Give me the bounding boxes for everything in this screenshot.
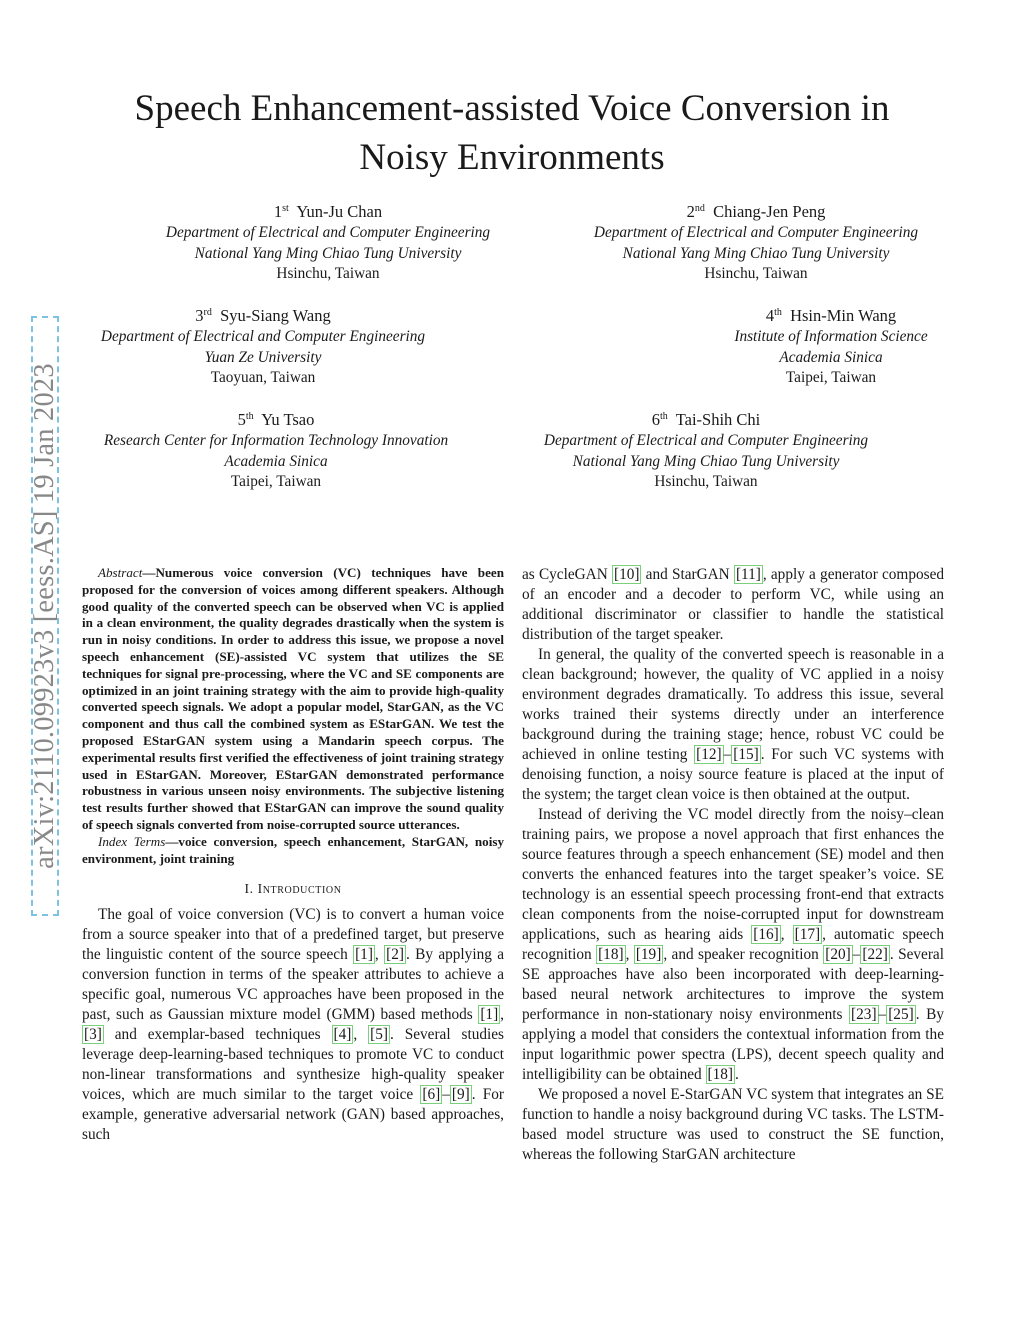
author-block-3	[68, 306, 458, 389]
author-name: 6th Tai-Shih Chi	[651, 410, 761, 429]
arxiv-id: arXiv:2110.09923v3 [eess.AS] 19 Jan 2023	[29, 363, 60, 869]
left-column	[82, 565, 504, 1145]
citation-link[interactable]: [18]	[707, 1066, 734, 1083]
citation-link[interactable]: [16]	[753, 926, 779, 943]
author-location: Taipei, Taiwan	[230, 473, 322, 491]
author-block-5	[68, 410, 484, 493]
citation-link[interactable]: [4]	[333, 1026, 352, 1044]
citation-link[interactable]: [9]	[451, 1086, 470, 1104]
author-block-4	[702, 306, 960, 389]
author-location: Hsinchu, Taiwan	[704, 265, 808, 283]
citation-link[interactable]: [2]	[386, 946, 404, 964]
author-block-1	[130, 202, 526, 285]
citation-link[interactable]: [17]	[794, 926, 821, 943]
author-department: Research Center for Information Technology Innovation	[103, 431, 449, 449]
citation-link[interactable]: [22]	[862, 946, 888, 963]
author-location: Taipei, Taiwan	[785, 369, 877, 387]
index-terms	[82, 834, 504, 868]
abstract-text: —Numerous voice conversion (VC) techniques have been proposed for the conversion of voices among different speakers. Although good quality of the converted speech can be observed when VC is applied in a clean environment, the quality degrades drastically when the system is run in noisy conditions. In order to address this issue, we propose a novel speech enhancement (SE)-assisted VC system that utilizes the SE techniques for signal pre-processing, where the VC and SE components are optimized in an joint training strategy with the aim to provide high-quality converted speech signals. We adopt a popular model, StarGAN, as the VC component and thus call the combined system as EStarGAN. We test the proposed EStarGAN system using a Mandarin speech corpus. The experimental results first verified the effectiveness of joint training strategy used in EStarGAN. Moreover, EStarGAN demonstrated performance robustness in various unseen noisy environments. The subjective listening test results further showed that EStarGAN can improve the sound quality of speech signals converted from noise-corrupted source utterances.	[82, 565, 504, 832]
title-line-1: Speech Enhancement-assisted Voice Conversion in	[134, 88, 890, 129]
paper-title	[60, 84, 964, 182]
intro-paragraph: The goal of voice conversion (VC) is to convert a human voice from a source speaker into that of a predefined target, but preserve the linguistic content of the source speech [1] , [2] . By applying a conversion function in terms of the speaker attributes to achieve a specific goal, numerous VC approaches have been proposed in the past, such as Gaussian mixture model (GMM) based methods [1] , [3] and exemplar-based techniques [4] , [5] . Several studies leverage deep-learning-based techniques to promote VC to conduct non-linear transformations and synthesize high-quality speaker voices, which are much similar to the target voice [6] – [9] . For example, generative adversarial network (GAN) based approaches, such	[82, 906, 505, 1144]
citation-link[interactable]: [6]	[422, 1086, 441, 1104]
citation-link[interactable]: [15]	[733, 746, 759, 763]
author-name: 1st Yun-Ju Chan	[273, 202, 383, 221]
body-paragraph: We proposed a novel E-StarGAN VC system that integrates an SE function to handle a noisy background during VC tasks. The LSTM-based model structure was used to construct the SE function, whereas the following StarGAN architecture	[522, 1086, 944, 1163]
section-heading: I. Introduction	[244, 881, 342, 897]
author-block-6	[508, 410, 904, 493]
citation-link[interactable]: [25]	[888, 1006, 914, 1023]
author-department: Department of Electrical and Computer Engineering	[593, 223, 919, 241]
body-paragraph: as CycleGAN [10] and StarGAN [11] , apply a generator composed of an encoder and a decoder to perform VC, while using an additional discriminator or classifier to handle the statistical distribution of the target speaker.	[522, 566, 945, 643]
arxiv-stamp	[31, 316, 61, 920]
author-name: 3rd Syu-Siang Wang	[195, 306, 331, 325]
author-organization: National Yang Ming Chiao Tung University	[572, 452, 840, 470]
citation-link[interactable]: [10]	[613, 566, 640, 583]
body-paragraph: Instead of deriving the VC model directly from the noisy–clean training pairs, we propose a novel approach that first enhances the source features through a speech enhancement (SE) model and then converts the enhanced features into the target speaker’s voice. SE technology is an essential speech processing front-end that extracts clean components from the noise-corrupted input for downstream applications, such as hearing aids [16] , [17] , automatic speech recognition [18] , [19] , and speaker recognition [20] – [22] . Several SE approaches have also been incorporated with deep-learning-based neural network architectures to improve the system performance in non-stationary noisy environments [23] – [25] . By applying a model that considers the contextual information from the input logarithmic power spectra (LPS), decent speech quality and intelligibility can be obtained [18] .	[522, 806, 944, 1083]
author-department: Department of Electrical and Computer Engineering	[100, 327, 426, 345]
abstract	[82, 565, 504, 834]
abstract-label: Abstract	[98, 565, 143, 580]
citation-link[interactable]: [11]	[735, 566, 761, 583]
citation-link[interactable]: [1]	[480, 1006, 499, 1024]
author-organization: Academia Sinica	[224, 452, 328, 470]
author-location: Hsinchu, Taiwan	[654, 473, 758, 491]
citation-link[interactable]: [18]	[598, 946, 624, 963]
index-terms-label: Index Terms	[98, 833, 166, 849]
author-name: 4th Hsin-Min Wang	[765, 306, 897, 325]
author-department: Institute of Information Science	[734, 327, 928, 345]
citation-link[interactable]: [20]	[825, 946, 851, 963]
citation-link[interactable]: [3]	[84, 1026, 102, 1044]
author-organization: Academia Sinica	[779, 348, 883, 366]
right-column	[522, 565, 944, 1165]
citation-link[interactable]: [1]	[355, 946, 373, 964]
citation-link[interactable]: [19]	[635, 946, 662, 963]
author-name: 2nd Chiang-Jen Peng	[686, 202, 826, 221]
title-line-2: Noisy Environments	[359, 137, 665, 178]
index-terms-text: —voice conversion, speech enhancement, StarGAN, noisy environment, joint training	[82, 833, 504, 866]
citation-link[interactable]: [12]	[696, 746, 722, 763]
citation-link[interactable]: [5]	[370, 1026, 388, 1044]
author-block-2	[558, 202, 954, 285]
section-title: Introduction	[257, 881, 342, 897]
body-paragraph: In general, the quality of the converted speech is reasonable in a clean background; however, the quality of VC applied in a noisy environment degrades dramatically. To address this issue, several works trained their systems directly under an interference background during the training stage; hence, robust VC could be achieved in online testing [12] – [15] . For such VC systems with denoising function, a noisy source feature is placed at the input of the system; the target clean voice is then obtained at the output.	[522, 646, 944, 803]
citation-link[interactable]: [23]	[851, 1006, 877, 1023]
author-department: Department of Electrical and Computer Engineering	[543, 431, 869, 449]
author-location: Hsinchu, Taiwan	[276, 265, 380, 283]
author-location: Taoyuan, Taiwan	[210, 369, 316, 387]
author-name: 5th Yu Tsao	[237, 410, 315, 429]
author-organization: National Yang Ming Chiao Tung University	[622, 244, 890, 262]
author-organization: National Yang Ming Chiao Tung University	[194, 244, 462, 262]
author-department: Department of Electrical and Computer Engineering	[165, 223, 491, 241]
author-organization: Yuan Ze University	[204, 348, 322, 366]
